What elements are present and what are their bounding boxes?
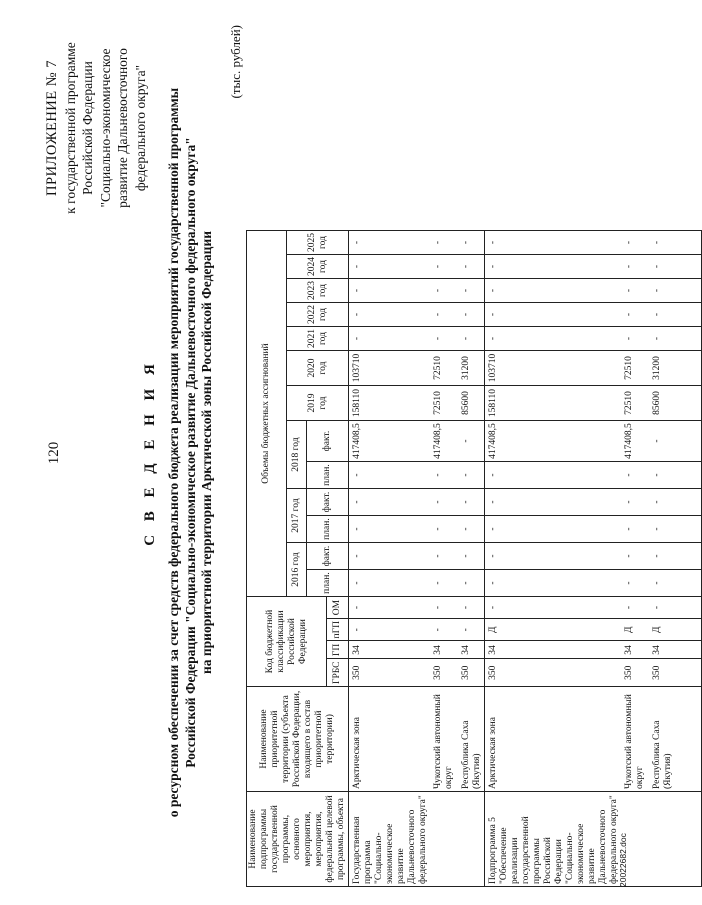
cell-value: - bbox=[649, 570, 701, 597]
cell-value: - bbox=[649, 327, 701, 351]
cell-value: - bbox=[485, 279, 622, 303]
cell-value: - bbox=[349, 570, 431, 597]
table-row bbox=[649, 231, 701, 887]
cell-value: 31200 bbox=[458, 351, 485, 386]
header-2020: 2020 год bbox=[287, 351, 349, 386]
cell-value: 34 bbox=[458, 641, 485, 659]
document-title: С В Е Д Е Н И Я bbox=[142, 359, 158, 546]
header-code-group: Код бюджетной классификации Российской Федерации bbox=[247, 597, 327, 687]
cell-value: - bbox=[430, 516, 458, 543]
cell-value: - bbox=[621, 303, 649, 327]
cell-value: 350 bbox=[349, 659, 431, 687]
header-plan-2016: план. bbox=[307, 570, 349, 597]
cell-value: - bbox=[430, 231, 458, 255]
cell-value: 31200 bbox=[649, 351, 701, 386]
cell-value: - bbox=[649, 462, 701, 489]
cell-value: 85600 bbox=[649, 386, 701, 421]
cell-value: - bbox=[349, 303, 431, 327]
cell-value: - bbox=[458, 303, 485, 327]
cell-value: - bbox=[485, 597, 622, 619]
units-label: (тыс. рублей) bbox=[228, 25, 243, 99]
cell-value: - bbox=[349, 543, 431, 570]
cell-value: - bbox=[430, 462, 458, 489]
header-territory: Наименование приоритетной территории (субъекта Российской Федерации, входящего в состав приоритетной территории) bbox=[247, 687, 349, 792]
header-2025: 2025 год bbox=[287, 231, 349, 255]
header-pgp: пГП bbox=[327, 619, 349, 641]
header-2017: 2017 год bbox=[287, 489, 307, 543]
cell-value: - bbox=[485, 570, 622, 597]
subtitle-line: о ресурсном обеспечении за счет средств федерального бюджета реализации мероприятий государственной программы bbox=[166, 87, 181, 818]
cell-territory: Республика Саха (Якутия) bbox=[649, 687, 701, 792]
cell-value: - bbox=[349, 489, 431, 516]
cell-value: - bbox=[349, 462, 431, 489]
header-volumes-group: Объемы бюджетных ассигнований bbox=[247, 231, 287, 597]
cell-value: - bbox=[458, 516, 485, 543]
header-grbs: ГРБС bbox=[327, 659, 349, 687]
cell-value: - bbox=[649, 231, 701, 255]
cell-value: - bbox=[485, 462, 622, 489]
cell-value: 85600 bbox=[458, 386, 485, 421]
cell-value: 34 bbox=[485, 641, 622, 659]
cell-value: - bbox=[349, 279, 431, 303]
cell-territory: Чукотский автономный округ bbox=[430, 687, 458, 792]
cell-value: - bbox=[649, 543, 701, 570]
cell-territory: Арктическая зона bbox=[349, 687, 431, 792]
cell-value: 34 bbox=[621, 641, 649, 659]
cell-value: - bbox=[649, 303, 701, 327]
cell-value: - bbox=[485, 516, 622, 543]
cell-program: Подпрограмма 5 "Обеспечение реализации государственной программы Российской Федерации "Социально-экономическое развитие Дальневосточного федерального округа" bbox=[485, 792, 622, 887]
resource-table bbox=[246, 230, 702, 887]
footer-filename: 20022682.doc bbox=[618, 833, 628, 887]
cell-value: - bbox=[430, 543, 458, 570]
cell-value: - bbox=[621, 570, 649, 597]
cell-value: 417408,5 bbox=[621, 421, 649, 462]
cell-value: 34 bbox=[430, 641, 458, 659]
table-body bbox=[349, 231, 702, 887]
cell-value: - bbox=[458, 597, 485, 619]
cell-value: 350 bbox=[430, 659, 458, 687]
cell-value: 103710 bbox=[485, 351, 622, 386]
cell-value: 72510 bbox=[430, 386, 458, 421]
cell-program: Государственная программа "Социально-экономическое развитие Дальневосточного федерального округа" bbox=[349, 792, 431, 887]
cell-value: - bbox=[458, 327, 485, 351]
header-2023: 2023 год bbox=[287, 279, 349, 303]
cell-territory: Арктическая зона bbox=[485, 687, 622, 792]
cell-value: 72510 bbox=[621, 386, 649, 421]
table-row bbox=[458, 231, 485, 887]
cell-value: - bbox=[485, 231, 622, 255]
header-2022: 2022 год bbox=[287, 303, 349, 327]
header-gp: ГП bbox=[327, 641, 349, 659]
cell-value: 158110 bbox=[485, 386, 622, 421]
cell-value: - bbox=[430, 597, 458, 619]
page-number: 120 bbox=[46, 441, 62, 465]
cell-value: - bbox=[621, 231, 649, 255]
cell-territory: Республика Саха (Якутия) bbox=[458, 687, 485, 792]
cell-value: - bbox=[349, 327, 431, 351]
table-row bbox=[349, 231, 431, 887]
cell-value: Д bbox=[621, 619, 649, 641]
cell-value: - bbox=[621, 462, 649, 489]
appendix-line: развитие Дальневосточного bbox=[115, 48, 130, 208]
cell-value: - bbox=[485, 255, 622, 279]
document-subtitle bbox=[166, 70, 216, 835]
cell-value: - bbox=[621, 489, 649, 516]
cell-value: - bbox=[430, 303, 458, 327]
cell-value: - bbox=[458, 462, 485, 489]
header-fact-2017: факт. bbox=[307, 489, 349, 516]
cell-value: - bbox=[649, 516, 701, 543]
cell-territory: Чукотский автономный округ bbox=[621, 687, 649, 792]
cell-value: - bbox=[458, 231, 485, 255]
cell-value: - bbox=[349, 619, 431, 641]
cell-value: 350 bbox=[485, 659, 622, 687]
table-row bbox=[430, 231, 458, 887]
subtitle-line: Российской Федерации "Социально-экономическое развитие Дальневосточного федерального округа" bbox=[182, 137, 198, 768]
cell-value: - bbox=[430, 489, 458, 516]
cell-value: 350 bbox=[621, 659, 649, 687]
appendix-line: федерального округа" bbox=[132, 64, 148, 192]
cell-value: - bbox=[649, 597, 701, 619]
cell-value: - bbox=[430, 255, 458, 279]
table-row bbox=[485, 231, 622, 887]
cell-value: 417408,5 bbox=[485, 421, 622, 462]
cell-value: - bbox=[621, 597, 649, 619]
cell-value: 34 bbox=[649, 641, 701, 659]
cell-value: - bbox=[458, 279, 485, 303]
cell-program bbox=[458, 792, 485, 887]
header-2019: 2019 год bbox=[287, 386, 349, 421]
cell-value: 417408,5 bbox=[349, 421, 431, 462]
header-2016: 2016 год bbox=[287, 543, 307, 597]
appendix-line: "Социально-экономическое bbox=[97, 48, 113, 208]
cell-value: - bbox=[485, 543, 622, 570]
header-2024: 2024 год bbox=[287, 255, 349, 279]
cell-value: - bbox=[621, 327, 649, 351]
cell-value: - bbox=[649, 255, 701, 279]
cell-program bbox=[649, 792, 701, 887]
cell-program bbox=[430, 792, 458, 887]
appendix-title: ПРИЛОЖЕНИЕ № 7 bbox=[44, 60, 60, 196]
cell-value: - bbox=[649, 279, 701, 303]
cell-value: - bbox=[458, 619, 485, 641]
cell-value: - bbox=[621, 516, 649, 543]
cell-value: - bbox=[621, 255, 649, 279]
header-fact-2018: факт. bbox=[307, 421, 349, 462]
cell-value: - bbox=[485, 489, 622, 516]
cell-value: 350 bbox=[649, 659, 701, 687]
cell-value: - bbox=[430, 279, 458, 303]
header-plan-2017: план. bbox=[307, 516, 349, 543]
cell-value: - bbox=[349, 597, 431, 619]
cell-value: 103710 bbox=[349, 351, 431, 386]
cell-value: - bbox=[349, 231, 431, 255]
table-row bbox=[621, 231, 649, 887]
cell-value: 72510 bbox=[430, 351, 458, 386]
cell-value: - bbox=[649, 489, 701, 516]
cell-value: Д bbox=[485, 619, 622, 641]
cell-value: - bbox=[349, 516, 431, 543]
subtitle-line: на приоритетной территории Арктической зоны Российской Федерации bbox=[199, 230, 214, 675]
cell-value: - bbox=[621, 543, 649, 570]
appendix-line: к государственной программе bbox=[62, 42, 78, 214]
cell-value: - bbox=[458, 489, 485, 516]
appendix-line: Российской Федерации bbox=[80, 61, 95, 195]
cell-value: - bbox=[458, 570, 485, 597]
header-name: Наименование подпрограммы государственной программы, основного мероприятия, мероприятия, федеральной целевой программы, объекта bbox=[247, 792, 349, 887]
appendix-header bbox=[44, 33, 149, 223]
cell-value: - bbox=[649, 421, 701, 462]
cell-value: 350 bbox=[458, 659, 485, 687]
header-om: ОМ bbox=[327, 597, 349, 619]
cell-value: - bbox=[430, 327, 458, 351]
header-fact-2016: факт. bbox=[307, 543, 349, 570]
cell-value: - bbox=[458, 421, 485, 462]
cell-value: - bbox=[621, 279, 649, 303]
cell-value: 72510 bbox=[621, 351, 649, 386]
header-2018: 2018 год bbox=[287, 421, 307, 489]
cell-value: 417408,5 bbox=[430, 421, 458, 462]
cell-value: 158110 bbox=[349, 386, 431, 421]
cell-value: - bbox=[458, 255, 485, 279]
cell-value: - bbox=[458, 543, 485, 570]
header-2021: 2021 год bbox=[287, 327, 349, 351]
header-plan-2018: план. bbox=[307, 462, 349, 489]
cell-value: - bbox=[485, 303, 622, 327]
cell-value: - bbox=[430, 570, 458, 597]
cell-value: Д bbox=[649, 619, 701, 641]
cell-value: - bbox=[430, 619, 458, 641]
cell-value: - bbox=[349, 255, 431, 279]
cell-value: - bbox=[485, 327, 622, 351]
cell-value: 34 bbox=[349, 641, 431, 659]
